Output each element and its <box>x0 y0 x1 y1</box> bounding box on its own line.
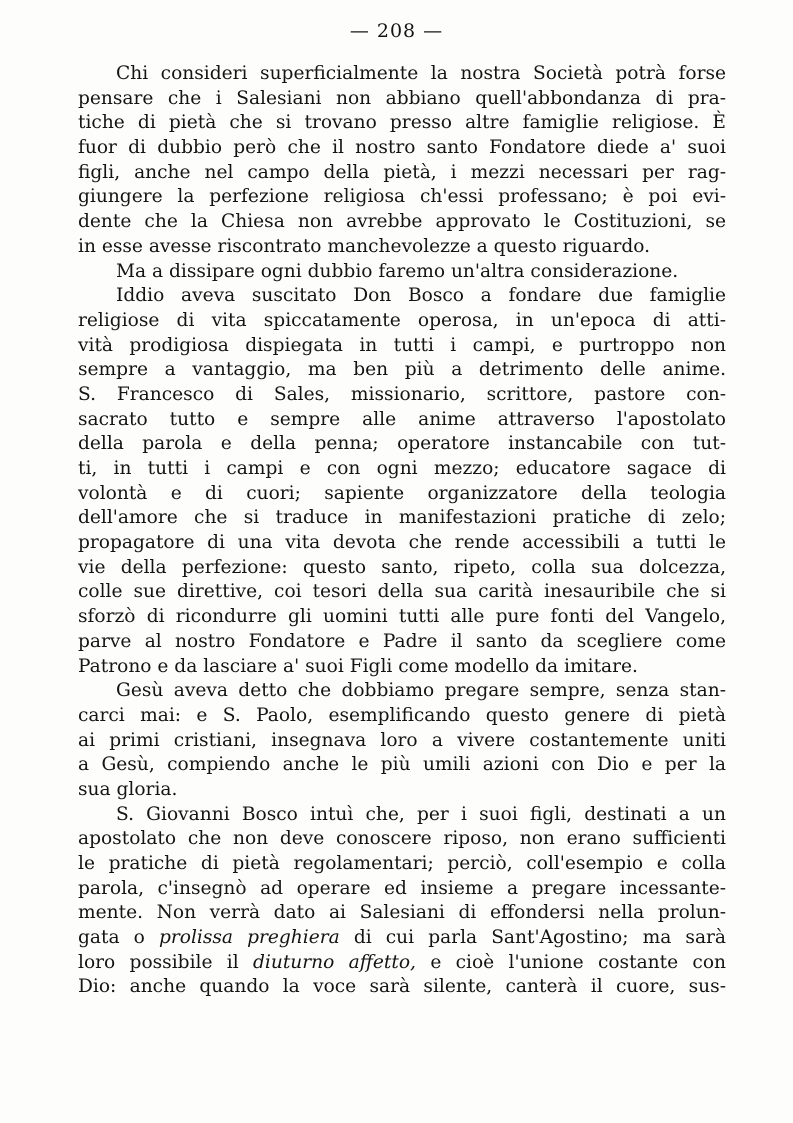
text-line: sforzò di ricondurre gli uomini tutti alle pure fonti del Vangelo, <box>78 606 726 628</box>
text-line: Iddio aveva suscitato Don Bosco a fondare due famiglie <box>116 285 726 307</box>
text-line: giungere la perfezione religiosa ch'essi professano; è poi evi- <box>78 186 726 208</box>
text-line: parola, c'insegnò ad operare ed insieme a pregare incessante- <box>78 877 726 899</box>
text-line: a Gesù, compiendo anche le più umili azioni con Dio e per la <box>78 754 726 776</box>
italic-segment: prolissa preghiera <box>158 927 340 949</box>
text-line: Dio: anche quando la voce sarà silente, canterà il cuore, sus- <box>78 976 726 998</box>
text-line: volontà e di cuori; sapiente organizzatore della teologia <box>78 482 726 504</box>
text-segment: gata o <box>78 927 145 949</box>
italic-segment: diuturno affetto, <box>253 951 416 973</box>
text-line: tiche di pietà che si trovano presso altre famiglie religiose. È <box>78 112 726 134</box>
text-line: Ma a dissipare ogni dubbio faremo un'altra considerazione. <box>116 260 679 282</box>
text-line: mente. Non verrà dato ai Salesiani di effondersi nella prolun- <box>78 902 726 924</box>
text-line: della parola e della penna; operatore instancabile con tut- <box>78 433 726 455</box>
body-text <box>78 62 726 1000</box>
text-line: figli, anche nel campo della pietà, i mezzi necessari per rag- <box>78 161 726 183</box>
text-line: sua gloria. <box>78 778 178 800</box>
text-line: S. Giovanni Bosco intuì che, per i suoi figli, destinati a un <box>116 803 726 825</box>
text-line: religiose di vita spiccatamente operosa, in un'epoca di atti- <box>78 309 726 331</box>
text-segment: e cioè l'unione costante con <box>430 951 727 973</box>
text-line <box>78 926 726 951</box>
text-line: colle sue direttive, coi tesori della sua carità inesauribile che si <box>78 581 726 603</box>
text-line: propagatore di una vita devota che rende accessibili a tutti le <box>78 532 726 554</box>
text-segment: di cui parla Sant'Agostino; ma sarà <box>353 927 727 949</box>
text-line <box>78 951 726 976</box>
text-line: vie della perfezione: questo santo, ripeto, colla sua dolcezza, <box>78 556 726 578</box>
text-line: ai primi cristiani, insegnava loro a vivere costantemente uniti <box>78 729 726 751</box>
text-line: carci mai: e S. Paolo, esemplificando questo genere di pietà <box>78 704 726 726</box>
text-line: dente che la Chiesa non avrebbe approvato le Costituzioni, se <box>78 211 726 233</box>
text-line: dell'amore che si traduce in manifestazioni pratiche di zelo; <box>78 507 726 529</box>
text-line: sacrato tutto e sempre alle anime attraverso l'apostolato <box>78 408 726 430</box>
text-line: Patrono e da lasciare a' suoi Figli come modello da imitare. <box>78 655 638 677</box>
text-line: Gesù aveva detto che dobbiamo pregare sempre, senza stan- <box>116 680 726 702</box>
text-line: in esse avesse riscontrato manchevolezze a questo riguardo. <box>78 235 651 257</box>
text-line: Chi consideri superficialmente la nostra Società potrà forse <box>116 63 726 84</box>
text-line: pensare che i Salesiani non abbiano quell'abbondanza di pra- <box>78 87 726 109</box>
text-line: vità prodigiosa dispiegata in tutti i campi, e purtroppo non <box>78 334 726 356</box>
text-line: apostolato che non deve conoscere riposo, non erano sufficienti <box>78 828 726 850</box>
text-line: sempre a vantaggio, ma ben più a detrimento delle anime. <box>78 359 726 381</box>
text-line: S. Francesco di Sales, missionario, scrittore, pastore con- <box>78 383 726 405</box>
text-line: fuor di dubbio però che il nostro santo Fondatore diede a' suoi <box>78 137 726 159</box>
text-line: le pratiche di pietà regolamentari; perciò, coll'esempio e colla <box>78 853 726 874</box>
text-line: parve al nostro Fondatore e Padre il santo da scegliere come <box>78 630 726 652</box>
text-segment: loro possibile il <box>78 951 239 973</box>
text-line: ti, in tutti i campi e con ogni mezzo; educatore sagace di <box>78 458 726 479</box>
page-number: — 208 — <box>349 20 444 42</box>
